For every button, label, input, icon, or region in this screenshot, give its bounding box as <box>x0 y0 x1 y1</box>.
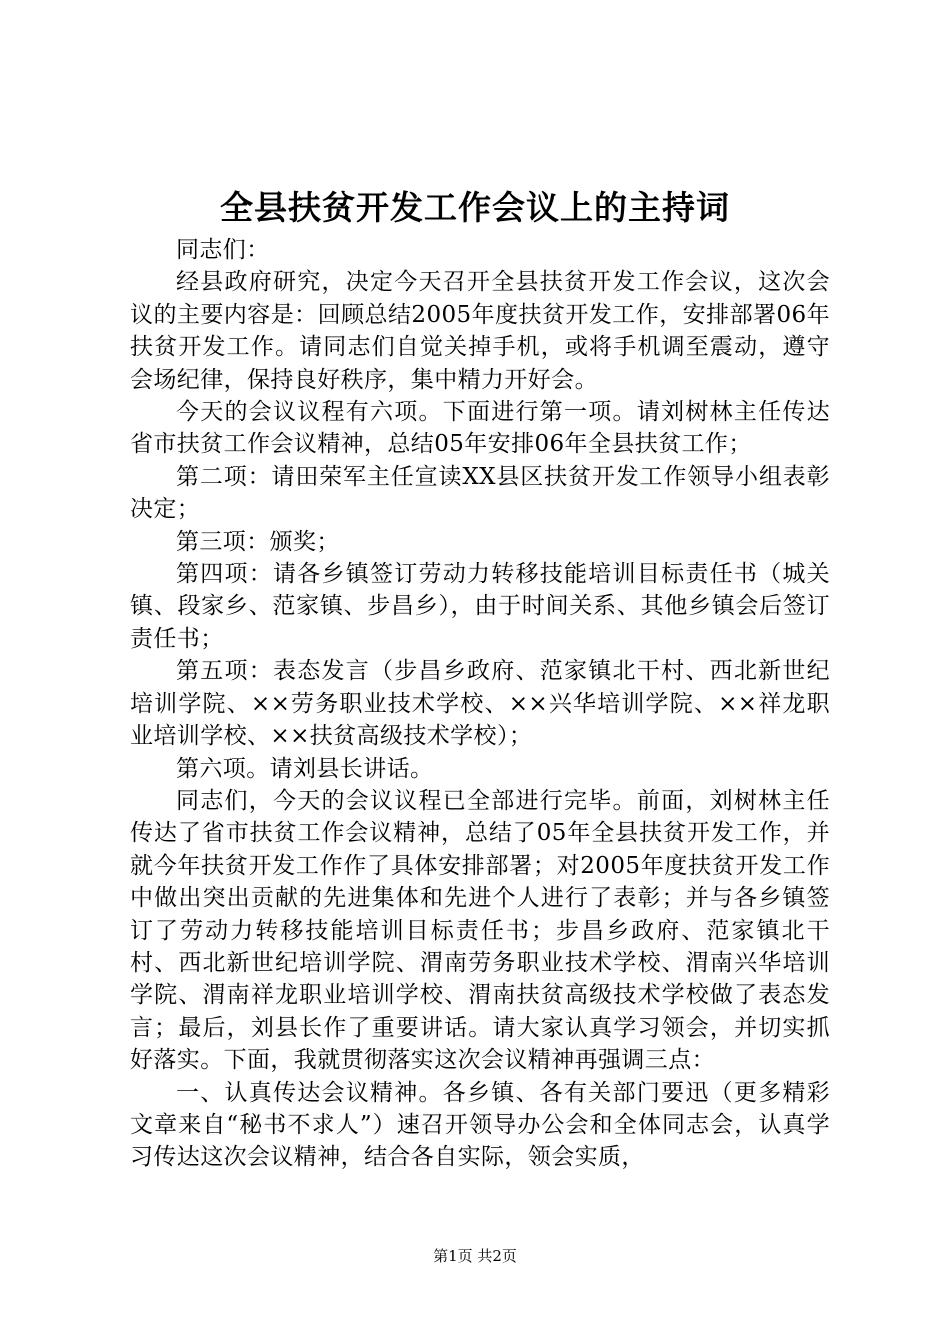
paragraph-agenda-item-2: 第二项：请田荣军主任宣读XX县区扶贫开发工作领导小组表彰决定； <box>130 463 830 523</box>
paragraph-agenda-item-4: 第四项：请各乡镇签订劳动力转移技能培训目标责任书（城关镇、段家乡、范家镇、步昌乡），由于时间关系、其他乡镇会后签订责任书； <box>130 561 830 652</box>
paragraph-agenda-item-6: 第六项。请刘县长讲话。 <box>176 755 434 782</box>
paragraph-point-1: 一、认真传达会议精神。各乡镇、各有关部门要迅（更多精彩文章来自“秘书不求人”）速召开领导办公会和全体同志会，认真学习传达这次会议精神，结合各自实际，领会实质， <box>130 1079 830 1171</box>
paragraph-summary: 同志们，今天的会议议程已全部进行完毕。前面，刘树林主任传达了省市扶贫工作会议精神，总结了05年全县扶贫开发工作，并就今年扶贫开发工作作了具体安排部署；对2005年度扶贫开发工作中做出突出贡献的先进集体和先进个人进行了表彰；并与各乡镇签订了劳动力转移技能培训目标责任书；步昌乡政府、范家镇北干村、西北新世纪培训学院、渭南劳务职业技术学校、渭南兴华培训学院、渭南祥龙职业培训学校、渭南扶贫高级技术学校做了表态发言；最后，刘县长作了重要讲话。请大家认真学习领会，并切实抓好落实。下面，我就贯彻落实这次会议精神再强调三点： <box>130 787 830 1074</box>
document-title: 全县扶贫开发工作会议上的主持词 <box>220 188 730 227</box>
paragraph-agenda-item-3: 第三项：颁奖； <box>176 528 340 555</box>
document-body <box>130 234 830 1174</box>
page-footer: 第1页 共2页 <box>433 1247 517 1265</box>
paragraph-agenda-item-5: 第五项：表态发言（步昌乡政府、范家镇北干村、西北新世纪培训学院、××劳务职业技术学校、××兴华培训学院、××祥龙职业培训学校、××扶贫高级技术学校）； <box>130 658 830 750</box>
paragraph-intro: 经县政府研究，决定今天召开全县扶贫开发工作会议，这次会议的主要内容是：回顾总结2005年度扶贫开发工作，安排部署06年扶贫开发工作。请同志们自觉关掉手机，或将手机调至震动，遵守会场纪律，保持良好秩序，集中精力开好会。 <box>130 269 830 393</box>
paragraph-agenda-item-1: 今天的会议议程有六项。下面进行第一项。请刘树林主任传达省市扶贫工作会议精神，总结05年安排06年全县扶贫工作； <box>130 399 830 458</box>
paragraph-greeting: 同志们： <box>176 237 270 263</box>
